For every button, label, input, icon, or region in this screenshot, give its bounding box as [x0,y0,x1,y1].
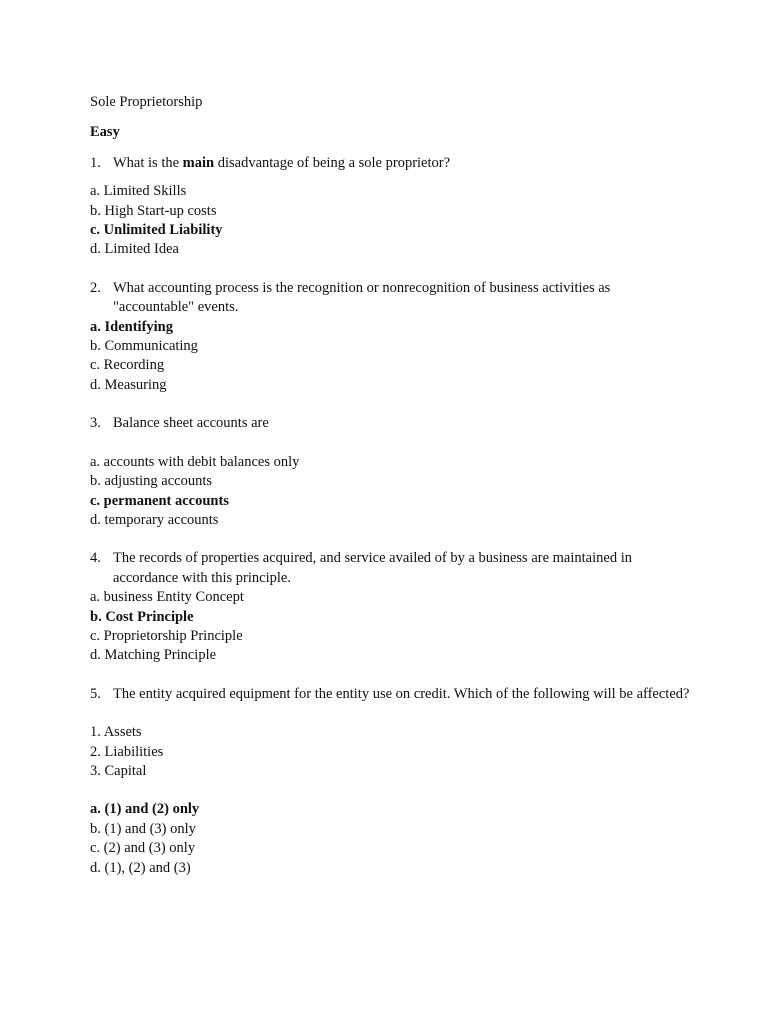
question-3 [90,414,690,433]
answer-option: d. (1), (2) and (3) [90,859,191,876]
answer-option: a. business Entity Concept [90,589,244,606]
answer-option-correct: c. Unlimited Liability [90,222,223,239]
answer-option: b. Communicating [90,338,198,355]
question-text-part: disadvantage of being a sole proprietor? [214,154,451,171]
difficulty-heading: Easy [90,124,120,141]
blank-line [90,395,690,414]
question-emphasis: main [182,154,215,171]
question-2 [90,279,690,318]
question-4 [90,549,690,588]
blank-line [90,260,690,279]
question-text: Balance sheet accounts are [113,415,269,432]
blank-line [90,434,690,453]
question-text-part: What is the [113,154,183,171]
question-text: What accounting process is the recognition or nonrecognition of business activities as "accountable" events. [113,279,611,316]
question-text: The entity acquired equipment for the entity use on credit. Which of the following will be affected? [113,685,690,702]
answer-option-correct: c. permanent accounts [90,492,229,509]
blank-line [90,704,690,723]
answer-option: c. (2) and (3) only [90,840,196,857]
statement-item: 2. Liabilities [90,743,164,760]
answer-option: d. Limited Idea [90,241,179,258]
statement-item: 3. Capital [90,762,147,779]
question-5 [90,685,690,704]
answer-option-correct: a. Identifying [90,318,173,335]
answer-option: d. Matching Principle [90,647,217,664]
answer-option: c. Proprietorship Principle [90,627,243,644]
answer-option: b. (1) and (3) only [90,820,196,837]
answer-option: b. adjusting accounts [90,473,213,490]
question-number: 4. [90,550,101,567]
answer-option: d. Measuring [90,376,167,393]
answer-option: d. temporary accounts [90,511,219,528]
answer-option-correct: b. Cost Principle [90,608,194,625]
document-page [90,93,690,878]
blank-line [90,666,690,685]
statement-item: 1. Assets [90,724,142,741]
question-number: 2. [90,279,101,296]
answer-option: a. accounts with debit balances only [90,453,300,470]
blank-line [90,781,690,800]
blank-line [90,530,690,549]
answer-option-correct: a. (1) and (2) only [90,801,200,818]
question-number: 5. [90,685,101,702]
question-text: The records of properties acquired, and service availed of by a business are maintained in accordance with this principle. [113,550,632,586]
document-title: Sole Proprietorship [90,94,203,110]
question-number: 3. [90,415,101,432]
question-1 [90,154,690,173]
answer-option: a. Limited Skills [90,183,187,200]
question-number: 1. [90,154,101,171]
answer-option: c. Recording [90,357,165,374]
answer-option: b. High Start-up costs [90,202,217,219]
